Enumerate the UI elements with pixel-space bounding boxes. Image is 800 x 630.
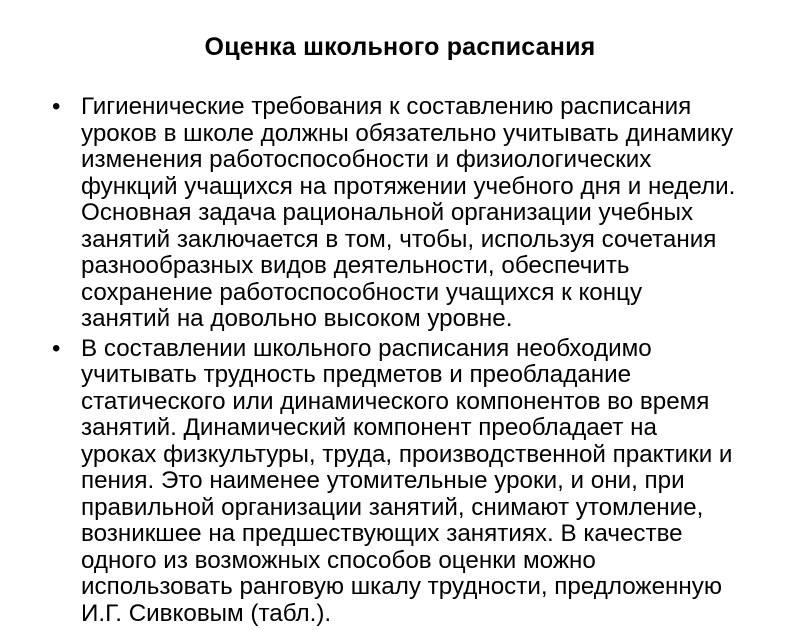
text-line: Гигиенические требования к составлению расписания	[81, 93, 692, 120]
text-line: Основная задача рациональной организации учебных	[81, 199, 694, 226]
text-line: уроках физкультуры, труда, производственной практики и	[81, 440, 733, 468]
bullet-item	[0, 336, 800, 628]
text-line: В составлении школьного расписания необходимо	[81, 334, 652, 362]
bullet-marker: •	[52, 334, 61, 362]
bullet-marker: •	[52, 93, 61, 120]
text-line: одного из возможных способов оценки можно	[81, 546, 596, 574]
text-line: занятий. Динамический компонент преобладает на	[81, 414, 657, 441]
text-line: статического или динамического компонентов во время	[81, 387, 710, 415]
text-line: функций учащихся на протяжении учебного дня и недели.	[81, 172, 736, 200]
text-line: использовать ранговую шкалу трудности, предложенную	[81, 573, 723, 600]
text-line: пения. Это наименее утомительные уроки, и они, при	[81, 467, 685, 494]
text-line: уроков в школе должны обязательно учитывать динамику	[81, 119, 734, 147]
text-line: занятий на довольно высоком уровне.	[81, 305, 513, 332]
text-line: изменения работоспособности и физиологических	[81, 146, 652, 173]
text-line: И.Г. Сивковым (табл.).	[81, 599, 332, 627]
text-line: возникшее на предшествующих занятиях. В качестве	[81, 520, 683, 547]
text-line: учитывать трудность предметов и преобладание	[81, 361, 632, 388]
bullet-list	[0, 94, 800, 630]
text-line: разнообразных видов деятельности, обеспечить	[81, 252, 630, 279]
text-line: занятий заключается в том, чтобы, используя сочетания	[81, 225, 717, 253]
slide-title: Оценка школьного расписания	[204, 33, 596, 61]
bullet-item	[0, 94, 800, 333]
text-line: сохранение работоспособности учащихся к концу	[81, 278, 643, 306]
text-line: правильной организации занятий, снимают утомление,	[81, 493, 704, 521]
